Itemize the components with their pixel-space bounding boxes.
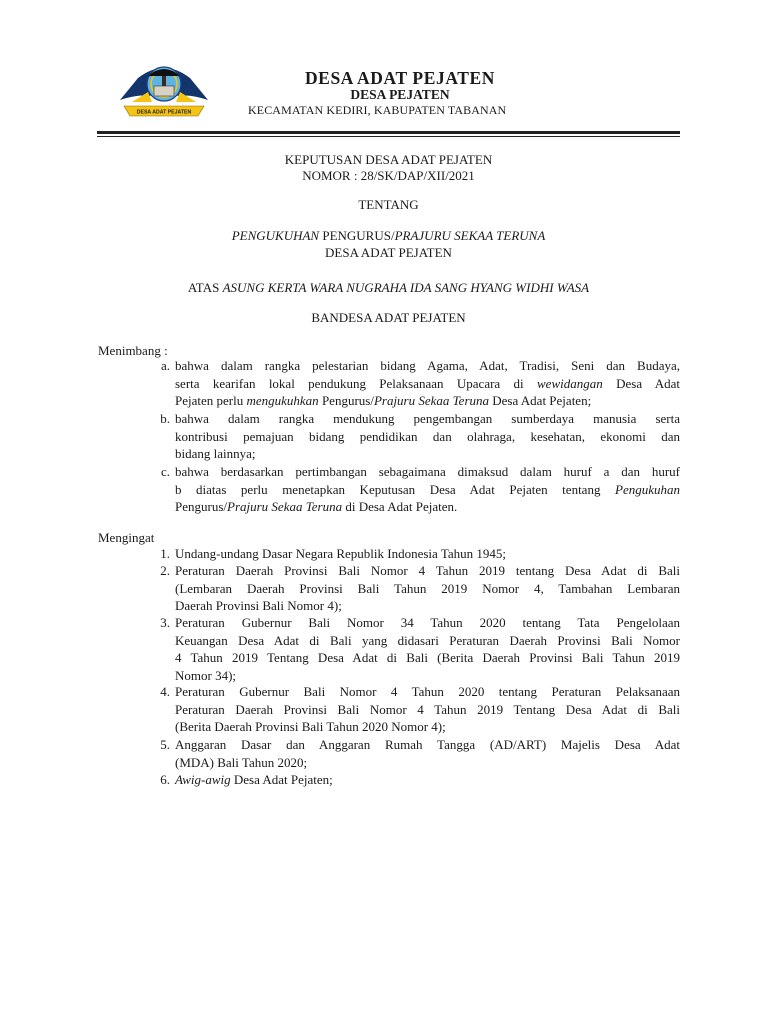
mengingat-item-3: 3. Peraturan Gubernur Bali Nomor 34 Tahun 2020 tentang Tata Pengelolaan Keuangan Desa Adat di Bali yang didasari Peraturan Daerah Provinsi Bali Nomor 4 Tahun 2019 Tentang Desa Adat di Bali (Berita Daerah Provinsi Bali Tahun 2019 Nomor 34); [150, 614, 680, 684]
letterhead-rule-thick [97, 131, 680, 134]
item-marker: a. [160, 358, 170, 373]
menimbang-item-a: a. bahwa dalam rangka pelestarian bidang Agama, Adat, Tradisi, Seni dan Budaya, serta kearifan lokal pendukung Pelaksanaan Upacara di wewidangan Desa Adat Pejaten perlu mengukuhkan Pengurus/Prajuru Sekaa Teruna Desa Adat Pejaten; [150, 357, 680, 410]
emblem-ribbon-text: DESA ADAT PEJATEN [136, 109, 192, 116]
decree-about: TENTANG [358, 197, 419, 212]
mengingat-item-6: 6. Awig-awig Desa Adat Pejaten; [150, 771, 680, 789]
mengingat-item-2: 2. Peraturan Daerah Provinsi Bali Nomor 4 Tahun 2019 tentang Desa Adat di Bali (Lembaran Daerah Provinsi Bali Tahun 2019 Nomor 4, Tambahan Lembaran Daerah Provinsi Bali Nomor 4); [150, 562, 680, 615]
decree-number: NOMOR : 28/SK/DAP/XII/2021 [302, 168, 475, 183]
menimbang-item-b: b. bahwa dalam rangka mendukung pengembangan sumberdaya manusia serta kontribusi pemajuan bidang pendidikan dan olahraga, kesehatan, ekonomi dan bidang lainnya; [150, 410, 680, 463]
letterhead-subtitle: DESA PEJATEN [350, 87, 450, 102]
village-emblem-logo [118, 56, 210, 120]
letterhead-title: DESA ADAT PEJATEN [304, 68, 496, 88]
item-marker: c. [160, 464, 170, 479]
menimbang-label: Menimbang : [98, 343, 168, 358]
item-marker: 3. [160, 615, 170, 630]
decree-subject-line1: PENGUKUHAN PENGURUS/PRAJURU SEKAA TERUNA [231, 228, 546, 243]
letterhead-district: KECAMATAN KEDIRI, KABUPATEN TABANAN [248, 103, 507, 117]
mengingat-item-5: 5. Anggaran Dasar dan Anggaran Rumah Tangga (AD/ART) Majelis Desa Adat (MDA) Bali Tahun 2020; [150, 736, 680, 771]
decree-title: KEPUTUSAN DESA ADAT PEJATEN [284, 152, 493, 167]
item-marker: 6. [160, 772, 170, 787]
letterhead-rule-thin [97, 136, 680, 137]
mengingat-item-4: 4. Peraturan Gubernur Bali Nomor 4 Tahun 2020 tentang Peraturan Pelaksanaan Peraturan Daerah Provinsi Bali Nomor 4 Tahun 2019 Tentang Desa Adat di Bali (Berita Daerah Provinsi Bali Tahun 2020 Nomor 4); [150, 683, 680, 736]
item-marker: 5. [160, 737, 170, 752]
item-marker: b. [160, 411, 170, 426]
decree-issuer: BANDESA ADAT PEJATEN [311, 310, 466, 325]
item-marker: 1. [160, 546, 170, 561]
item-marker: 4. [160, 684, 170, 699]
decree-blessing: ATAS ASUNG KERTA WARA NUGRAHA IDA SANG HYANG WIDHI WASA [187, 280, 590, 295]
menimbang-item-c: c. bahwa berdasarkan pertimbangan sebagaimana dimaksud dalam huruf a dan huruf b diatas perlu menetapkan Keputusan Desa Adat Pejaten tentang Pengukuhan Pengurus/Prajuru Sekaa Teruna di Desa Adat Pejaten. [150, 463, 680, 516]
decree-subject-line2: DESA ADAT PEJATEN [325, 245, 452, 260]
mengingat-label: Mengingat [98, 530, 155, 545]
item-marker: 2. [160, 563, 170, 578]
mengingat-item-1: 1. Undang-undang Dasar Negara Republik Indonesia Tahun 1945; [150, 545, 680, 563]
